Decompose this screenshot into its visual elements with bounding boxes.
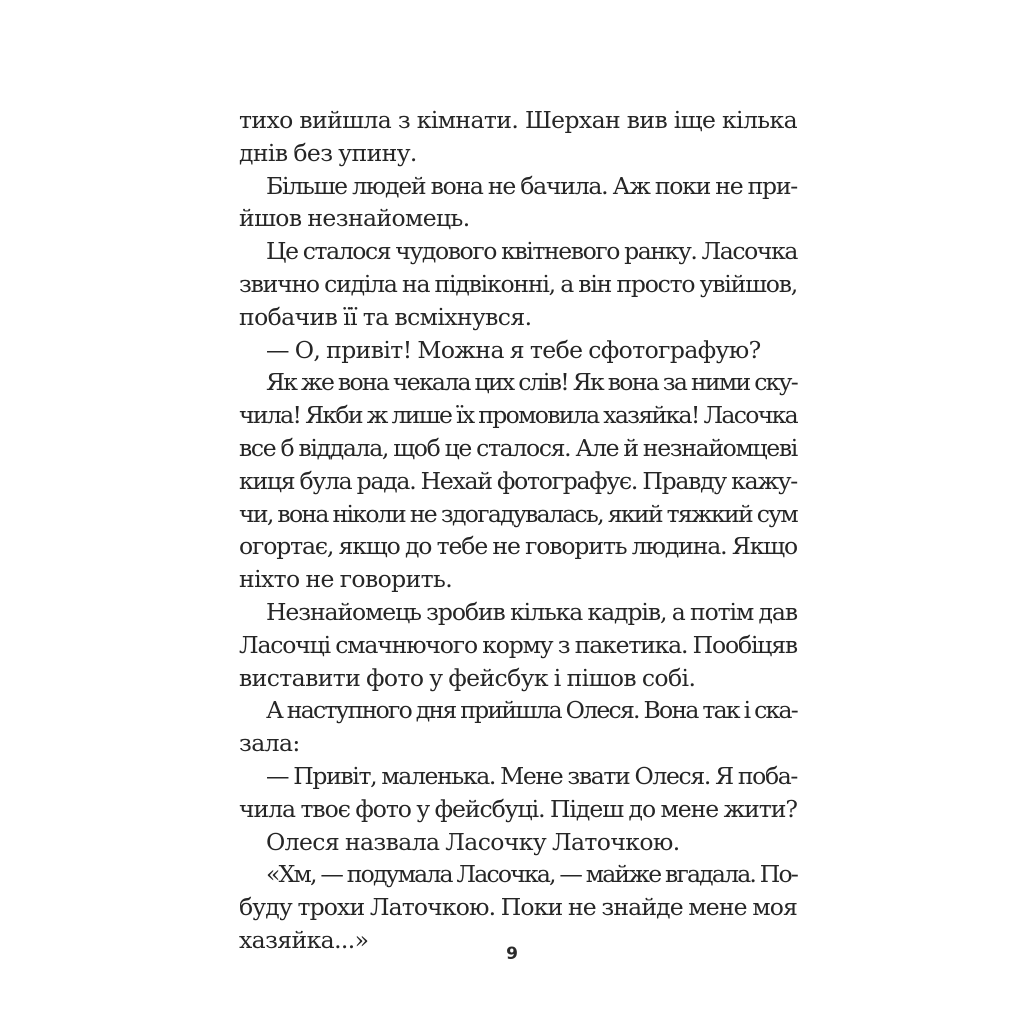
text-line: Як же вона чекала цих слів! Як вона за ними ску- bbox=[266, 368, 797, 397]
text-line: Це сталося чудового квітневого ранку. Ласочка bbox=[266, 237, 797, 266]
text-line: хазяйка...» bbox=[239, 925, 369, 954]
text-line: звично сиділа на підвіконні, а він просто увійшов, bbox=[239, 269, 797, 298]
text-line: — О, привіт! Можна я тебе сфотографую? bbox=[266, 335, 761, 364]
text-line: Більше людей вона не бачила. Аж поки не при- bbox=[266, 171, 797, 200]
text-line: ніхто не говорить. bbox=[239, 565, 453, 594]
text-line: чила твоє фото у фейсбуці. Підеш до мене жити? bbox=[239, 794, 797, 823]
text-line: побачив її та всміхнувся. bbox=[239, 302, 532, 331]
text-line: чи, вона ніколи не здогадувалась, який тяжкий сум bbox=[239, 499, 797, 528]
text-line: чила! Якби ж лише їх промовила хазяйка! Ласочка bbox=[239, 401, 797, 430]
text-line: йшов незнайомець. bbox=[239, 204, 470, 233]
text-line: тихо вийшла з кімнати. Шерхан вив іще кілька bbox=[239, 106, 797, 134]
text-line: буду трохи Латочкою. Поки не знайде мене моя bbox=[239, 893, 797, 922]
text-line: виставити фото у фейсбук і пішов собі. bbox=[239, 663, 696, 692]
text-line: киця була рада. Нехай фотографує. Правду кажу- bbox=[239, 466, 797, 495]
text-line: А наступного дня прийшла Олеся. Вона так і ска- bbox=[266, 696, 797, 725]
text-line: Ласочці смачнючого корму з пакетика. Пообіцяв bbox=[239, 630, 797, 659]
page-number: 9 bbox=[506, 944, 518, 964]
text-line: Незнайомець зробив кілька кадрів, а потім дав bbox=[266, 597, 797, 626]
text-line: днів без упину. bbox=[239, 138, 417, 167]
text-line: огортає, якщо до тебе не говорить людина. Якщо bbox=[239, 532, 797, 561]
text-line: «Хм, — подумала Ласочка, — майже вгадала. По- bbox=[266, 860, 797, 889]
text-line: все б віддала, щоб це сталося. Але й незнайомцеві bbox=[239, 433, 797, 462]
text-line: Олеся назвала Ласочку Латочкою. bbox=[266, 827, 680, 856]
text-line: — Привіт, маленька. Мене звати Олеся. Я поба- bbox=[266, 761, 797, 790]
text-line: зала: bbox=[239, 729, 300, 758]
body-text bbox=[239, 104, 797, 957]
